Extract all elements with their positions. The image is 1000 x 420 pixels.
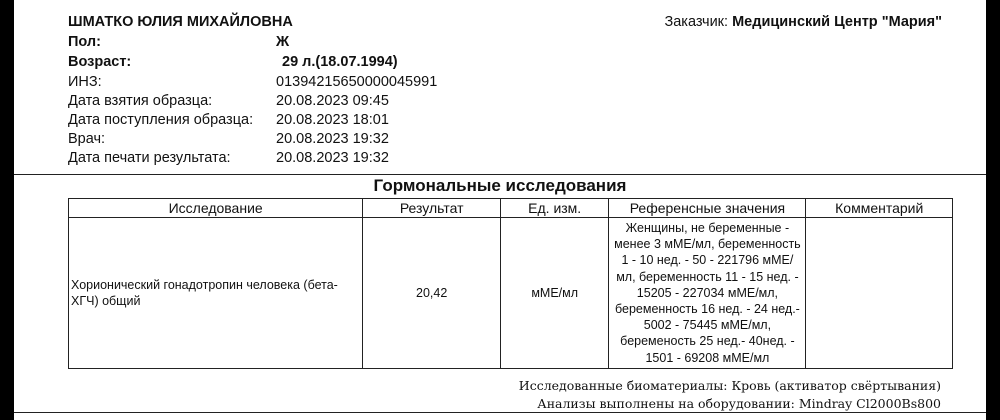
header-reference: Референсные значения <box>609 199 806 218</box>
doctor-row <box>68 131 389 147</box>
result-sheet <box>14 0 986 420</box>
print-date-row <box>68 150 389 166</box>
sample-received-value: 20.08.2023 18:01 <box>276 112 389 128</box>
test-unit: мМЕ/мл <box>501 218 609 369</box>
doctor-label: Врач: <box>68 131 106 147</box>
header-unit: Ед. изм. <box>501 199 609 218</box>
header-test: Исследование <box>69 199 363 218</box>
sex-row <box>68 34 289 50</box>
inz-row <box>68 74 437 90</box>
customer-value: Медицинский Центр "Мария" <box>732 14 942 30</box>
inz-label: ИНЗ: <box>68 74 102 90</box>
header-comment: Комментарий <box>806 199 953 218</box>
header-result: Результат <box>363 199 501 218</box>
results-table <box>68 198 953 369</box>
test-reference: Женщины, не беременные - менее 3 мМЕ/мл, беременность 1 - 10 нед. - 50 - 221796 мМЕ/мл, беременность 11 - 15 нед. - 15205 - 227034 мМЕ/мл, беременность 16 нед. - 24 нед.- 5002 - 75445 мМЕ/мл, беременость 25 нед.- 40нед. - 1501 - 69208 мМЕ/мл <box>609 218 806 369</box>
doctor-value: 20.08.2023 19:32 <box>276 131 389 147</box>
sample-taken-label: Дата взятия образца: <box>68 93 213 109</box>
age-value: 29 л.(18.07.1994) <box>282 54 398 70</box>
sex-value: Ж <box>276 34 290 50</box>
sample-received-label: Дата поступления образца: <box>68 112 254 128</box>
table-header-row <box>69 199 953 218</box>
inz-value: 01394215650000045991 <box>276 74 438 90</box>
print-date-label: Дата печати результата: <box>68 150 231 166</box>
customer-label: Заказчик: <box>664 14 729 30</box>
section-divider <box>14 174 986 175</box>
test-name: Хорионический гонадотропин человека (бета-ХГЧ) общий <box>69 218 363 369</box>
age-row <box>68 54 398 70</box>
age-label: Возраст: <box>68 54 132 70</box>
section-title: Гормональные исследования <box>373 176 627 195</box>
sample-taken-row <box>68 93 389 109</box>
test-result: 20,42 <box>363 218 501 369</box>
sample-taken-value: 20.08.2023 09:45 <box>276 93 389 109</box>
customer <box>664 14 942 30</box>
table-row <box>69 218 953 369</box>
print-date-value: 20.08.2023 19:32 <box>276 150 389 166</box>
equipment-note: Анализы выполнены на оборудовании: Mindray Cl2000Bs800 <box>537 396 941 411</box>
sample-received-row <box>68 112 389 128</box>
biomaterials-note: Исследованные биоматериалы: Кровь (активатор свёртывания) <box>518 378 941 393</box>
patient-name: ШМАТКО ЮЛИЯ МИХАЙЛОВНА <box>68 14 293 30</box>
test-comment <box>806 218 953 369</box>
sex-label: Пол: <box>68 34 101 50</box>
bottom-divider <box>14 412 986 413</box>
